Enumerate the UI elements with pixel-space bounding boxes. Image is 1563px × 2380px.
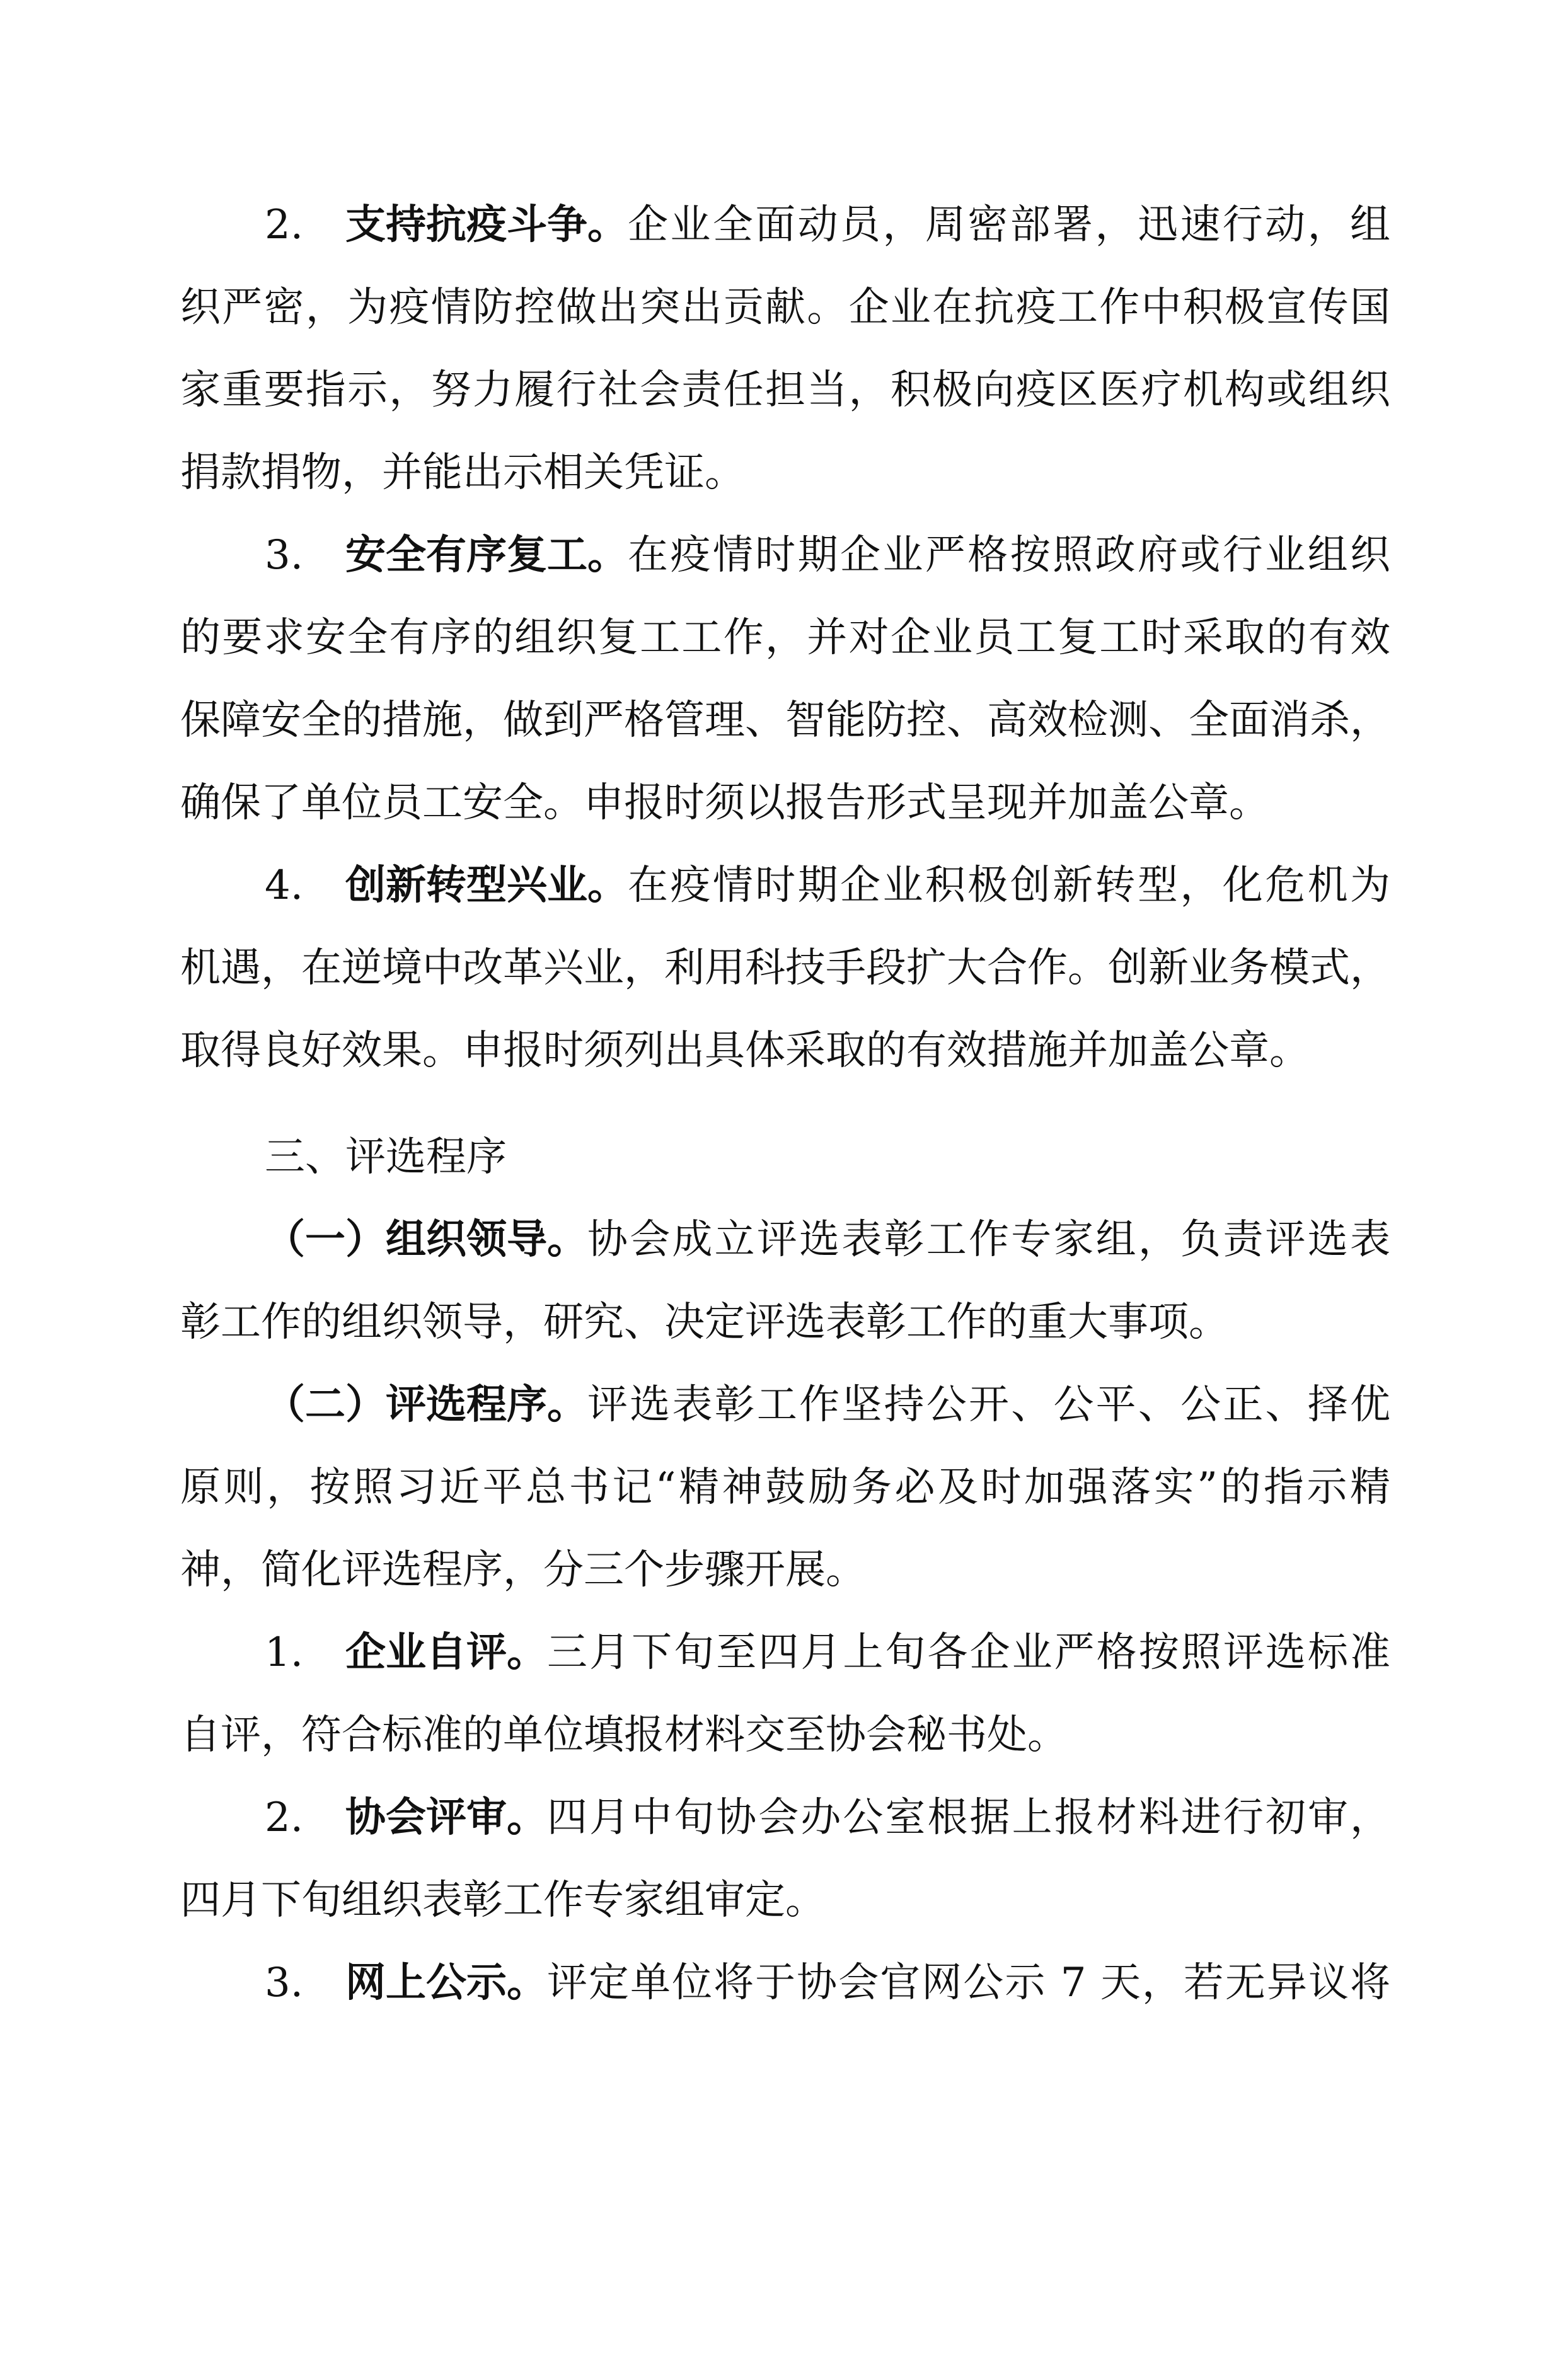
sub-text: 神，简化评选程序，分三个步骤开展。 [180, 1547, 866, 1593]
step-2-line-1 [0, 1774, 1563, 1862]
item-2-line-1 [0, 181, 1563, 269]
item-heading: 创新转型兴业。 [345, 862, 628, 909]
item-3-line-4 [0, 759, 1563, 847]
sub-text: 评选表彰工作坚持公开、公平、公正、择优 [587, 1382, 1390, 1428]
item-3-line-2 [0, 594, 1563, 682]
sub-heading: （一）组织领导。 [265, 1216, 587, 1263]
sub-1-line-1 [0, 1196, 1563, 1284]
item-number: 3. [265, 532, 304, 579]
step-1-line-2 [0, 1691, 1563, 1779]
item-text: 取得良好效果。申报时须列出具体采取的有效措施并加盖公章。 [180, 1027, 1310, 1074]
item-text: 机遇，在逆境中改革兴业，利用科技手段扩大合作。创新业务模式， [180, 945, 1390, 991]
item-text: 捐款捐物，并能出示相关凭证。 [180, 449, 745, 496]
step-heading: 企业自评。 [345, 1629, 547, 1676]
section-title: 三、评选程序 [265, 1134, 507, 1181]
step-1-line-1 [0, 1609, 1563, 1697]
item-heading: 安全有序复工。 [345, 532, 628, 579]
step-text: 四月下旬组织表彰工作专家组审定。 [180, 1877, 826, 1924]
step-number: 2. [265, 1794, 304, 1841]
step-heading: 网上公示。 [345, 1960, 547, 2006]
item-4-line-2 [0, 924, 1563, 1012]
sub-heading: （二）评选程序。 [265, 1382, 587, 1428]
item-3-line-1 [0, 511, 1563, 599]
sub-2-line-2 [0, 1443, 1563, 1532]
item-number: 2. [265, 202, 304, 248]
step-number: 3. [265, 1960, 304, 2006]
item-text: 织严密，为疫情防控做出突出贡献。企业在抗疫工作中积极宣传国 [180, 284, 1390, 331]
item-number: 4. [265, 862, 304, 909]
section-3-heading [0, 1113, 1563, 1201]
item-text: 家重要指示，努力履行社会责任担当，积极向疫区医疗机构或组织 [180, 367, 1390, 413]
sub-2-line-3 [0, 1526, 1563, 1614]
step-number: 1. [265, 1629, 304, 1676]
item-text: 确保了单位员工安全。申报时须以报告形式呈现并加盖公章。 [180, 780, 1269, 826]
step-2-line-2 [0, 1856, 1563, 1944]
step-text: 四月中旬协会办公室根据上报材料进行初审， [547, 1794, 1390, 1841]
item-2-line-3 [0, 346, 1563, 434]
item-text: 的要求安全有序的组织复工工作，并对企业员工复工时采取的有效 [180, 615, 1390, 661]
sub-text: 彰工作的组织领导，研究、决定评选表彰工作的重大事项。 [180, 1299, 1229, 1346]
item-4-line-1 [0, 841, 1563, 930]
item-2-line-2 [0, 263, 1563, 352]
item-3-line-3 [0, 676, 1563, 765]
item-4-line-3 [0, 1007, 1563, 1095]
item-text: 企业全面动员，周密部署，迅速行动，组 [628, 202, 1390, 248]
item-text: 在疫情时期企业积极创新转型，化危机为 [628, 862, 1390, 909]
sub-2-line-1 [0, 1361, 1563, 1449]
item-text: 保障安全的措施，做到严格管理、智能防控、高效检测、全面消杀， [180, 697, 1390, 744]
sub-text: 协会成立评选表彰工作专家组，负责评选表 [587, 1216, 1390, 1263]
step-text: 自评，符合标准的单位填报材料交至协会秘书处。 [180, 1712, 1068, 1759]
item-2-line-4 [0, 429, 1563, 517]
item-text: 在疫情时期企业严格按照政府或行业组织 [628, 532, 1390, 579]
step-heading: 协会评审。 [345, 1794, 547, 1841]
step-3-line-1 [0, 1939, 1563, 2027]
sub-1-line-2 [0, 1278, 1563, 1366]
step-text: 评定单位将于协会官网公示 7 天，若无异议将 [547, 1960, 1390, 2006]
step-text: 三月下旬至四月上旬各企业严格按照评选标准 [547, 1629, 1390, 1676]
sub-text: 原则，按照习近平总书记“精神鼓励务必及时加强落实”的指示精 [180, 1464, 1390, 1511]
item-heading: 支持抗疫斗争。 [345, 202, 628, 248]
